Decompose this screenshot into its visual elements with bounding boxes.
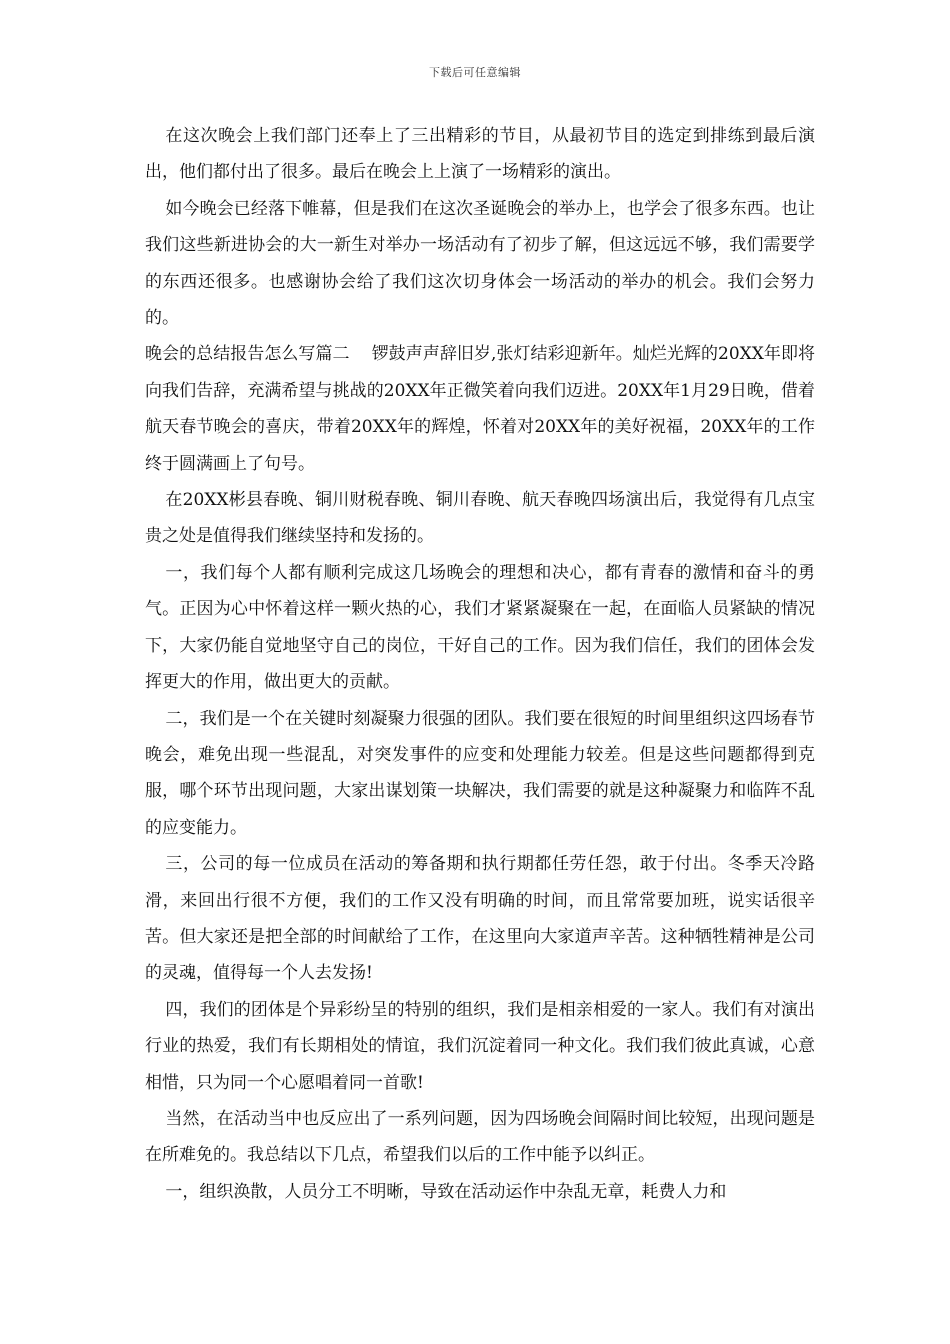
paragraph: 四，我们的团体是个异彩纷呈的特别的组织，我们是相亲相爱的一家人。我们有对演出行业的热爱，我们有长期相处的情谊，我们沉淀着同一种文化。我们我们彼此真诚，心意相惜，只为同一个心愿唱着同一首歌! [145,999,815,1093]
section-title: 晚会的总结报告怎么写篇二 [145,344,350,365]
paragraph: 如今晚会已经落下帷幕，但是我们在这次圣诞晚会的举办上，也学会了很多东西。也让我们这些新进协会的大一新生对举办一场活动有了初步了解，但这远远不够，我们需要学的东西还很多。也感谢协会给了我们这次切身体会一场活动的举办的机会。我们会努力的。 [145,198,815,329]
section-heading-paragraph [145,336,815,482]
paragraph: 二，我们是一个在关键时刻凝聚力很强的团队。我们要在很短的时间里组织这四场春节晚会，难免出现一些混乱，对突发事件的应变和处理能力较差。但是这些问题都得到克服，哪个环节出现问题，大家出谋划策一块解决，我们需要的就是这种凝聚力和临阵不乱的应变能力。 [145,708,815,838]
page-header-note: 下载后可任意编辑 [429,66,521,79]
paragraph: 一，我们每个人都有顺利完成这几场晚会的理想和决心，都有青春的激情和奋斗的勇气。正因为心中怀着这样一颗火热的心，我们才紧紧凝聚在一起，在面临人员紧缺的情况下，大家仍能自觉地坚守自己的岗位，干好自己的工作。因为我们信任，我们的团体会发挥更大的作用，做出更大的贡献。 [145,562,815,693]
paragraph: 三，公司的每一位成员在活动的筹备期和执行期都任劳任怨，敢于付出。冬季天冷路滑，来回出行很不方便，我们的工作又没有明确的时间，而且常常要加班，说实话很辛苦。但大家还是把全部的时间献给了工作，在这里向大家道声辛苦。这种牺牲精神是公司的灵魂，值得每一个人去发扬! [145,854,815,984]
paragraph: 在20XX彬县春晚、铜川财税春晚、铜川春晚、航天春晚四场演出后，我觉得有几点宝贵之处是值得我们继续坚持和发扬的。 [145,490,815,547]
section-intro: 锣鼓声声辞旧岁,张灯结彩迎新年。灿烂光辉的20XX年即将向我们告辞，充满希望与挑战的20XX年正微笑着向我们迈进。20XX年1月29日晚，借着航天春节晚会的喜庆，带着20XX年的辉煌，怀着对20XX年的美好祝福，20XX年的工作终于圆满画上了句号。 [145,344,816,474]
document-body [145,118,815,1210]
paragraph: 一，组织涣散，人员分工不明晰，导致在活动运作中杂乱无章，耗费人力和 [165,1181,727,1202]
paragraph: 在这次晚会上我们部门还奉上了三出精彩的节目，从最初节目的选定到排练到最后演出，他们都付出了很多。最后在晚会上上演了一场精彩的演出。 [145,126,815,183]
paragraph: 当然，在活动当中也反应出了一系列问题，因为四场晚会间隔时间比较短，出现问题是在所难免的。我总结以下几点，希望我们以后的工作中能予以纠正。 [145,1108,815,1166]
